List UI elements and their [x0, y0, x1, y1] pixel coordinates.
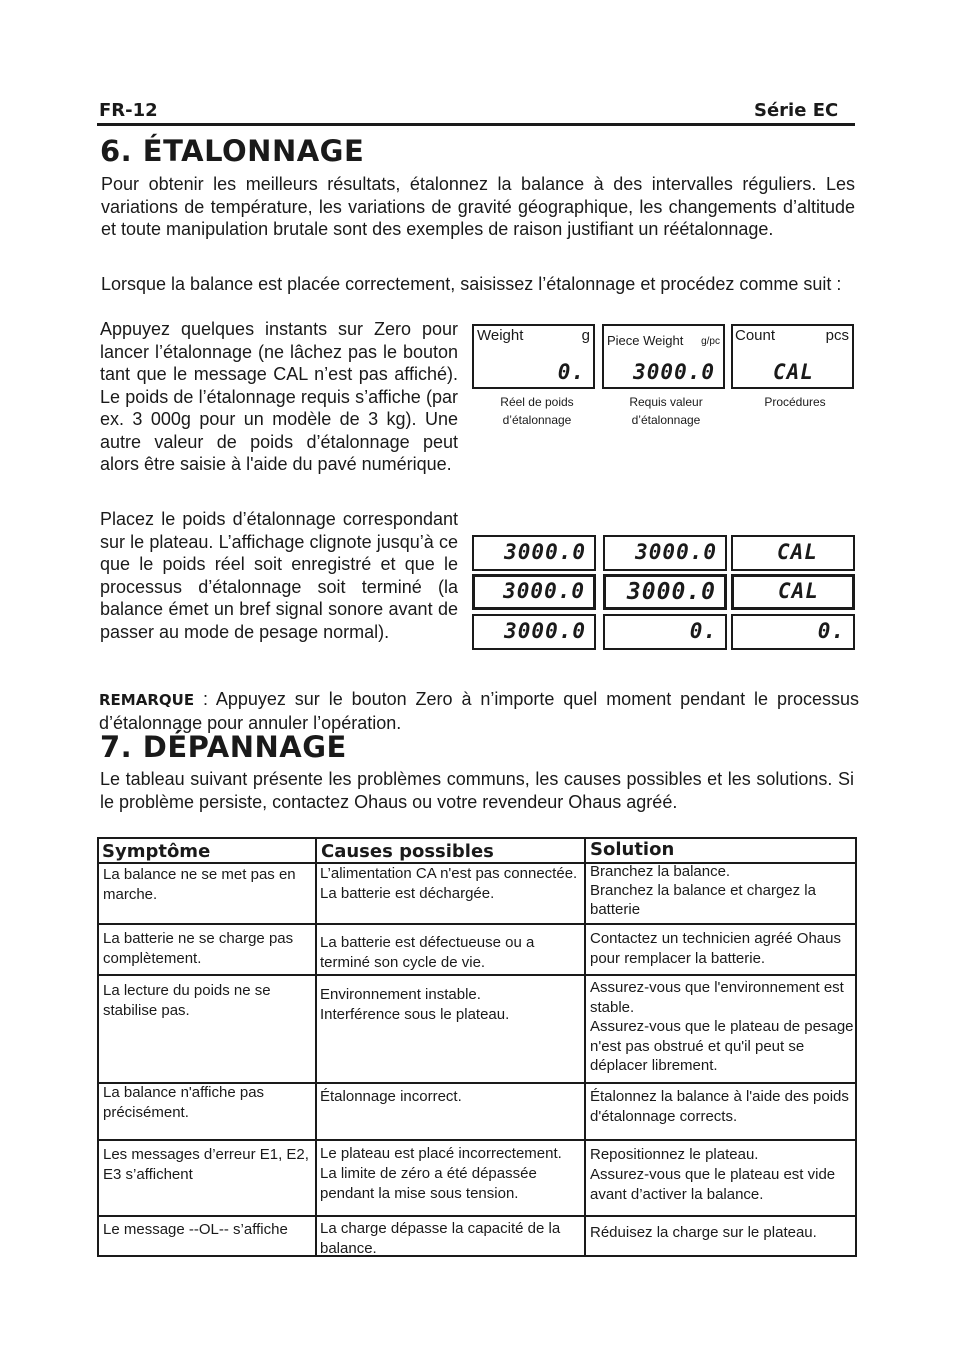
sequence-display — [603, 614, 727, 650]
section-6-intro: Pour obtenir les meilleurs résultats, étalonnez la balance à des intervalles réguliers. Les variations de température, les variations de gravité géographique, les changements d’altitude et toute manipulation brutale sont des exemples de raison justifiant un réétalonnage. — [101, 174, 855, 239]
section-7-intro: Le tableau suivant présente les problèmes communs, les causes possibles et les solutions. Si le problème persiste, contactez Ohaus ou votre revendeur Ohaus agréé. — [100, 769, 854, 812]
table-cell-cause: L’alimentation CA n'est pas connectée. La batterie est déchargée. — [320, 865, 578, 902]
sequence-display — [731, 574, 855, 610]
sequence-value: 3000.0 — [626, 579, 716, 605]
sequence-display — [731, 535, 855, 571]
piece-weight-label: Piece Weight — [607, 333, 684, 348]
count-value: CAL — [773, 360, 814, 384]
header-solution: Solution — [590, 839, 675, 860]
step-2-text: Placez le poids d’étalonnage correspondant sur le plateau. L’affichage clignote jusqu’à ce que le poids réel soit enregistré et que le processus d’étalonnage soit terminé (la balance émet un bref signal sonore avant de passer au mode de pesage normal). — [100, 509, 458, 642]
table-cell-cause: Environnement instable. Interférence sous le plateau. — [320, 986, 510, 1023]
count-label: Count — [735, 327, 776, 344]
sequence-value: 3000.0 — [504, 619, 586, 643]
weight-value: 0. — [557, 360, 585, 384]
sequence-value: CAL — [778, 579, 819, 603]
table-cell-solution: Réduisez la charge sur le plateau. — [590, 1224, 817, 1241]
count-unit: pcs — [825, 327, 849, 344]
sequence-value: CAL — [777, 540, 818, 564]
sequence-display — [472, 614, 596, 650]
sequence-display — [731, 614, 855, 650]
sequence-value: 0. — [689, 619, 717, 643]
sequence-display — [472, 574, 596, 610]
table-cell-solution: Contactez un technicien agréé Ohaus pour remplacer la batterie. — [590, 930, 841, 967]
piece-weight-unit: g/pc — [701, 336, 720, 347]
table-cell-symptom: Le message --OL-- s’affiche — [103, 1221, 288, 1238]
table-cell-cause: La charge dépasse la capacité de la balance. — [320, 1220, 561, 1257]
table-cell-cause: Le plateau est placé incorrectement. La limite de zéro a été dépassée pendant la mise sous tension. — [320, 1145, 562, 1202]
piece-weight-caption: Requis valeur d’étalonnage — [629, 395, 703, 427]
sequence-display — [603, 574, 727, 610]
sequence-display — [603, 535, 727, 571]
table-cell-symptom: La balance ne se met pas en marche. — [103, 866, 296, 903]
weight-display — [472, 324, 595, 389]
table-cell-solution: Repositionnez le plateau. Assurez-vous que le plateau est vide avant d’activer la balance. — [590, 1146, 836, 1203]
table-cell-solution: Branchez la balance. Branchez la balance et chargez la batterie — [590, 863, 816, 918]
table-cell-cause: Étalonnage incorrect. — [320, 1088, 462, 1105]
step-1-text: Appuyez quelques instants sur Zero pour lancer l’étalonnage (ne lâchez pas le bouton tant que le message CAL n’est pas affiché). Le poids de l’étalonnage requis s’affiche (par ex. 3 000g pour un modèle de 3 kg). Une autre valeur de poids d’étalonnage peut alors être saisie à l'aide du pavé numérique. — [100, 319, 458, 474]
count-caption: Procédures — [764, 395, 826, 409]
piece-weight-display — [602, 324, 725, 389]
remark — [99, 688, 859, 734]
header-symptom: Symptôme — [102, 841, 211, 862]
header-rule — [97, 123, 855, 126]
page-number: FR-12 — [99, 100, 158, 121]
sequence-value: 3000.0 — [504, 540, 586, 564]
remark-text: : Appuyez sur le bouton Zero à n’importe quel moment pendant le processus d’étalonnage pour annuler l’opération. — [99, 689, 859, 733]
troubleshooting-table — [97, 837, 857, 1257]
table-cell-solution: Étalonnez la balance à l'aide des poids d'étalonnage corrects. — [590, 1088, 849, 1125]
section-6-title: 6. ÉTALONNAGE — [100, 134, 365, 168]
weight-caption: Réel de poids d’étalonnage — [500, 395, 574, 427]
table-cell-solution: Assurez-vous que l'environnement est stable. Assurez-vous que le plateau de pesage n'est pas obstrué et qu'il peut se déplacer librement. — [590, 979, 854, 1074]
piece-weight-value: 3000.0 — [633, 360, 715, 384]
header-causes: Causes possibles — [321, 841, 494, 862]
remark-label: REMARQUE — [99, 691, 195, 709]
table-cell-symptom: La lecture du poids ne se stabilise pas. — [103, 982, 271, 1019]
table-cell-symptom: La batterie ne se charge pas complètement. — [103, 930, 294, 967]
table-cell-cause: La batterie est défectueuse ou a terminé son cycle de vie. — [320, 934, 535, 971]
sequence-display — [472, 535, 596, 571]
sequence-value: 0. — [817, 619, 845, 643]
section-7-title: 7. DÉPANNAGE — [100, 730, 347, 764]
count-display — [731, 324, 854, 389]
sequence-value: 3000.0 — [503, 579, 585, 603]
section-6-procedure-intro: Lorsque la balance est placée correctement, saisissez l’étalonnage et procédez comme suit : — [101, 274, 842, 294]
table-cell-symptom: Les messages d’erreur E1, E2, E3 s’affichent — [103, 1146, 309, 1183]
table-cell-symptom: La balance n'affiche pas précisément. — [103, 1084, 265, 1121]
sequence-value: 3000.0 — [635, 540, 717, 564]
weight-unit: g — [581, 327, 590, 344]
weight-label: Weight — [477, 327, 524, 344]
series-name: Série EC — [754, 100, 839, 121]
